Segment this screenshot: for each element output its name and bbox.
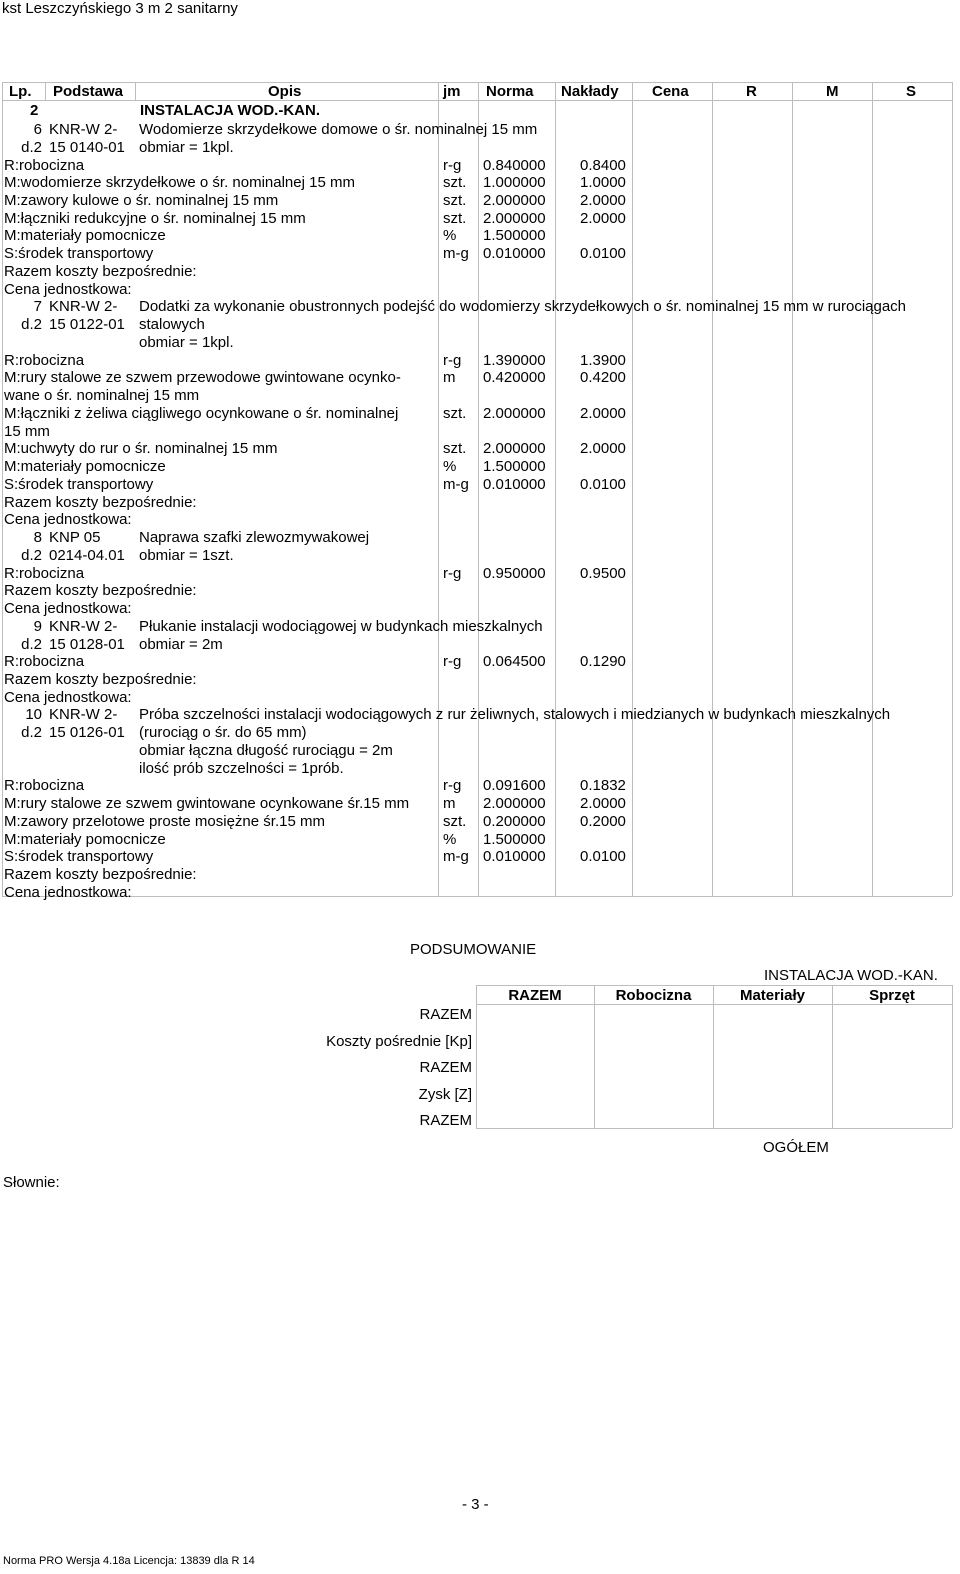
resource-unit: szt. (443, 440, 467, 458)
item-description: Wodomierze skrzydełkowe domowe o śr. nominalnej 15 mm (139, 121, 538, 138)
resource-naklady: 2.0000 (580, 440, 626, 458)
item-podstawa: KNR-W 2- (49, 298, 118, 316)
summary-title: PODSUMOWANIE (410, 941, 537, 958)
item-description: Dodatki za wykonanie obustronnych podejść do wodomierzy skrzydełkowych o śr. nominalnej 15 mm w rurociągach (139, 298, 907, 316)
resource-unit: szt. (443, 812, 467, 830)
summary-label-razem: RAZEM (419, 1006, 472, 1023)
resource-name: Cena jednostkowa: (4, 688, 132, 706)
item-description: stalowych (139, 316, 205, 334)
resource-norma: 2.000000 (483, 404, 546, 422)
resource-unit: m (443, 369, 456, 387)
resource-unit: szt. (443, 192, 467, 209)
summary-top-border (476, 985, 952, 986)
resource-norma: 0.950000 (483, 564, 546, 582)
resource-name: wane o śr. nominalnej 15 mm (4, 387, 200, 405)
summary-vline (832, 985, 833, 1128)
table-vline (438, 82, 439, 896)
item-lp: 7 (33, 298, 42, 316)
header-bottom-border (2, 100, 952, 101)
resource-norma: 0.010000 (483, 848, 546, 866)
summary-header-border (476, 1004, 952, 1005)
item-lp: d.2 (21, 546, 42, 564)
resource-name: Cena jednostkowa: (4, 600, 132, 617)
resource-name: S:środek transportowy (4, 245, 154, 263)
item-podstawa: 15 0126-01 (49, 724, 125, 742)
table-bottom-border (2, 896, 952, 897)
col-r: R (746, 83, 757, 100)
resource-norma: 1.500000 (483, 830, 546, 848)
resource-name: M:materiały pomocnicze (4, 227, 166, 245)
col-naklady: Nakłady (561, 83, 619, 100)
col-jm: jm (443, 83, 461, 100)
resource-unit: r-g (443, 653, 462, 671)
resource-name: M:wodomierze skrzydełkowe o śr. nominalnej 15 mm (4, 174, 355, 192)
resource-unit: % (443, 458, 457, 476)
resource-unit: szt. (443, 404, 467, 422)
resource-name: Razem koszty bezpośrednie: (4, 262, 197, 280)
resource-name: M:zawory kulowe o śr. nominalnej 15 mm (4, 192, 279, 209)
item-description: obmiar = 1kpl. (139, 138, 234, 156)
summary-col-materialy: Materiały (739, 987, 806, 1004)
item-description: obmiar = 2m (139, 635, 223, 653)
item-description: Płukanie instalacji wodociągowej w budynkach mieszkalnych (139, 617, 543, 635)
table-vline (2, 82, 3, 896)
summary-vline (952, 985, 953, 1128)
resource-unit: % (443, 830, 457, 848)
summary-bottom-border (476, 1128, 952, 1129)
col-opis: Opis (268, 83, 302, 100)
resource-norma: 2.000000 (483, 795, 546, 813)
resource-name: Razem koszty bezpośrednie: (4, 670, 197, 688)
resource-name: M:łączniki redukcyjne o śr. nominalnej 15 mm (4, 209, 306, 227)
item-podstawa: KNR-W 2- (49, 617, 118, 635)
summary-label-kp: Koszty pośrednie [Kp] (326, 1033, 472, 1050)
resource-name: M:uchwyty do rur o śr. nominalnej 15 mm (4, 440, 278, 458)
resource-name: R:robocizna (4, 564, 85, 582)
resource-unit: r-g (443, 156, 462, 174)
resource-unit: m-g (443, 848, 469, 866)
item-lp: 9 (33, 617, 42, 635)
resource-name: M:materiały pomocnicze (4, 830, 166, 848)
table-vline (478, 82, 479, 896)
resource-norma: 2.000000 (483, 192, 546, 209)
resource-unit: r-g (443, 564, 462, 582)
col-norma: Norma (486, 83, 534, 100)
resource-norma: 0.064500 (483, 653, 546, 671)
footer-license: Norma PRO Wersja 4.18a Licencja: 13839 dla R 14 (3, 1555, 255, 1567)
resource-name: M:rury stalowe ze szwem przewodowe gwintowane ocynko- (4, 369, 401, 387)
resource-naklady: 0.1832 (580, 777, 626, 795)
col-podstawa: Podstawa (53, 83, 124, 100)
resource-norma: 0.840000 (483, 156, 546, 174)
resource-unit: szt. (443, 209, 467, 227)
summary-label-razem-3: RAZEM (419, 1112, 472, 1129)
item-podstawa: KNR-W 2- (49, 706, 118, 724)
item-podstawa: 15 0140-01 (49, 138, 125, 156)
resource-name: R:robocizna (4, 777, 85, 795)
slownie-label: Słownie: (3, 1174, 60, 1191)
resource-norma: 2.000000 (483, 440, 546, 458)
resource-name: Cena jednostkowa: (4, 280, 132, 298)
item-description: obmiar = 1szt. (139, 546, 234, 564)
table-top-border (2, 82, 952, 83)
summary-label-zysk: Zysk [Z] (418, 1086, 472, 1103)
resource-naklady: 2.0000 (580, 192, 626, 209)
summary-col-sprzet: Sprzęt (869, 987, 915, 1004)
col-m: M (826, 83, 839, 100)
summary-vline (594, 985, 595, 1128)
resource-name: R:robocizna (4, 653, 85, 671)
summary-ogolem: OGÓŁEM (763, 1139, 829, 1156)
table-vline (952, 82, 953, 896)
item-lp: d.2 (21, 724, 42, 742)
resource-naklady: 2.0000 (580, 795, 626, 813)
resource-name: Razem koszty bezpośrednie: (4, 582, 197, 600)
resource-norma: 0.420000 (483, 369, 546, 387)
item-podstawa: 0214-04.01 (49, 546, 125, 564)
table-vline (792, 82, 793, 896)
item-description: (rurociąg o śr. do 65 mm) (139, 724, 307, 742)
resource-norma: 1.500000 (483, 458, 546, 476)
table-vline (135, 82, 136, 100)
summary-col-robocizna: Robocizna (615, 987, 692, 1004)
resource-naklady: 2.0000 (580, 209, 626, 227)
item-description: obmiar łączna długość rurociągu = 2m (139, 741, 393, 759)
resource-naklady: 0.9500 (580, 564, 626, 582)
col-lp: Lp. (9, 83, 32, 100)
page-number: - 3 - (462, 1496, 489, 1513)
resource-name: 15 mm (4, 422, 50, 440)
resource-name: Cena jednostkowa: (4, 511, 132, 529)
resource-name: M:zawory przelotowe proste mosiężne śr.15 mm (4, 812, 325, 830)
summary-col-razem: RAZEM (508, 987, 562, 1004)
resource-name: S:środek transportowy (4, 475, 154, 493)
resource-norma: 0.010000 (483, 475, 546, 493)
table-vline (632, 82, 633, 896)
resource-name: M:materiały pomocnicze (4, 458, 166, 476)
resource-naklady: 0.0100 (580, 848, 626, 866)
resource-name: Razem koszty bezpośrednie: (4, 493, 197, 511)
col-s: S (906, 83, 917, 100)
resource-name: R:robocizna (4, 156, 85, 174)
resource-name: M:łączniki z żeliwa ciągliwego ocynkowane o śr. nominalnej (4, 404, 399, 422)
table-vline (872, 82, 873, 896)
resource-unit: szt. (443, 174, 467, 192)
resource-unit: r-g (443, 351, 462, 369)
resource-unit: % (443, 227, 457, 245)
item-lp: 6 (33, 121, 42, 138)
document-title: kst Leszczyńskiego 3 m 2 sanitarny (2, 0, 238, 17)
table-vline (45, 82, 46, 100)
resource-naklady: 0.0100 (580, 245, 626, 263)
summary-label-razem-2: RAZEM (419, 1059, 472, 1076)
resource-norma: 0.091600 (483, 777, 546, 795)
item-podstawa: 15 0122-01 (49, 316, 125, 334)
resource-norma: 1.500000 (483, 227, 546, 245)
resource-norma: 1.390000 (483, 351, 546, 369)
resource-norma: 0.200000 (483, 812, 546, 830)
summary-vline (476, 985, 477, 1128)
resource-norma: 0.010000 (483, 245, 546, 263)
item-lp: 10 (25, 706, 42, 724)
resource-naklady: 2.0000 (580, 404, 626, 422)
table-vline (712, 82, 713, 896)
resource-naklady: 0.4200 (580, 369, 626, 387)
resource-norma: 1.000000 (483, 174, 546, 192)
resource-name: R:robocizna (4, 351, 85, 369)
resource-naklady: 0.0100 (580, 475, 626, 493)
item-lp: d.2 (21, 316, 42, 334)
item-podstawa: 15 0128-01 (49, 635, 125, 653)
item-description: ilość prób szczelności = 1prób. (139, 759, 344, 777)
item-lp: d.2 (21, 138, 42, 156)
resource-name: S:środek transportowy (4, 848, 154, 866)
item-lp: d.2 (21, 635, 42, 653)
section-lp: 2 (30, 102, 39, 119)
resource-unit: r-g (443, 777, 462, 795)
resource-naklady: 1.3900 (580, 351, 626, 369)
item-description: Naprawa szafki zlewozmywakowej (139, 529, 370, 546)
section-title: INSTALACJA WOD.-KAN. (140, 102, 320, 119)
item-lp: 8 (33, 529, 42, 546)
resource-name: Razem koszty bezpośrednie: (4, 866, 197, 884)
summary-section: INSTALACJA WOD.-KAN. (764, 967, 938, 984)
resource-unit: m-g (443, 245, 469, 263)
resource-naklady: 0.2000 (580, 812, 626, 830)
table-vline (555, 82, 556, 896)
item-podstawa: KNR-W 2- (49, 121, 118, 138)
resource-unit: m (443, 795, 456, 813)
resource-norma: 2.000000 (483, 209, 546, 227)
resource-naklady: 1.0000 (580, 174, 626, 192)
resource-name: Cena jednostkowa: (4, 883, 132, 901)
resource-name: M:rury stalowe ze szwem gwintowane ocynkowane śr.15 mm (4, 795, 410, 813)
resource-naklady: 0.8400 (580, 156, 626, 174)
summary-vline (713, 985, 714, 1128)
item-description: obmiar = 1kpl. (139, 333, 234, 351)
item-podstawa: KNP 05 (49, 529, 101, 546)
resource-naklady: 0.1290 (580, 653, 626, 671)
col-cena: Cena (652, 83, 689, 100)
item-description: Próba szczelności instalacji wodociągowych z rur żeliwnych, stalowych i miedzianych w budynkach mieszkalnych (139, 706, 891, 724)
resource-unit: m-g (443, 475, 469, 493)
